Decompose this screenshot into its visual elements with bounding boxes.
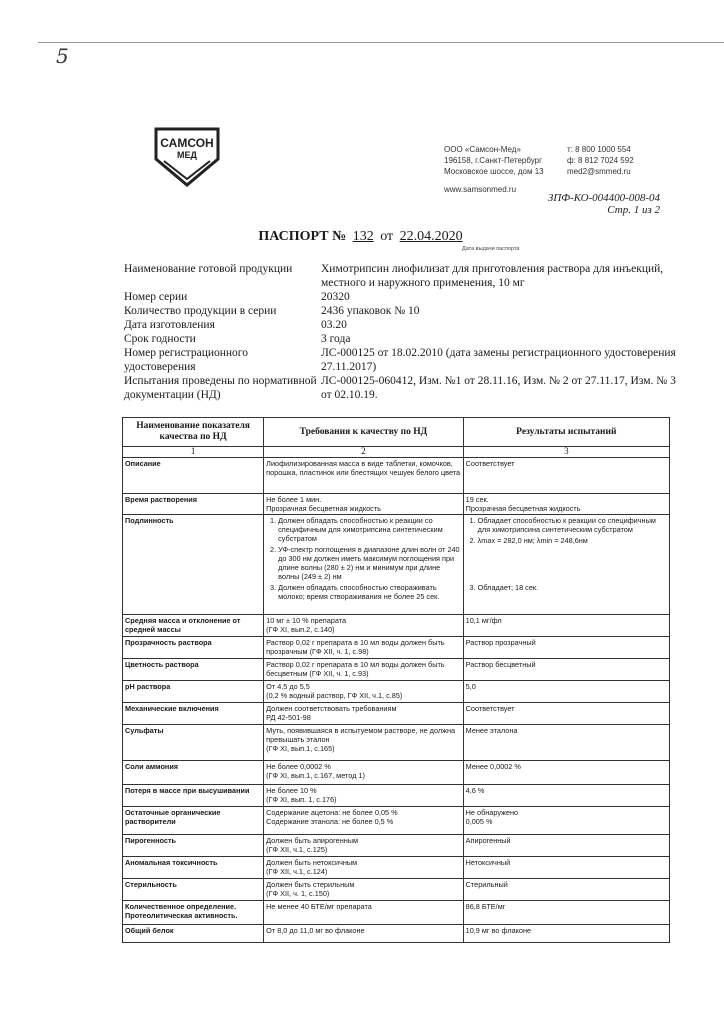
logo-text-line1: САМСОН <box>160 136 214 150</box>
indicator-name: Описание <box>123 458 264 494</box>
requirement <box>264 515 464 615</box>
table-row <box>123 857 670 879</box>
column-number-row <box>123 447 670 458</box>
info-value: 3 года <box>321 333 351 345</box>
document-code: ЗПФ-КО-004400-008-04 <box>547 192 660 204</box>
info-row <box>124 318 684 332</box>
table-row <box>123 761 670 785</box>
list-item: 2. УФ-спектр поглощения в диапазоне длин волн от 240 до 300 нм должен иметь максимум поглощения при длине волны (280 ± 2) нм и минимум при длине волны (249 ± 2) нм <box>278 545 461 581</box>
result: 10,9 мг во флаконе <box>463 925 669 943</box>
indicator-name: Аномальная токсичность <box>123 857 264 879</box>
table-row <box>123 879 670 901</box>
requirement: Должен соответствовать требованиям РД 42-501-98 <box>264 703 464 725</box>
document-reference <box>480 192 660 216</box>
list-item: 2. λmax = 282,0 нм; λmin = 248,6нм <box>478 536 667 545</box>
company-website: www.samsonmed.ru <box>444 185 517 194</box>
indicator-name: Прозрачность раствора <box>123 637 264 659</box>
indicator-name: Общий белок <box>123 925 264 943</box>
table-row <box>123 681 670 703</box>
info-label: Срок годности <box>124 333 196 345</box>
company-fax: ф: 8 812 7024 592 <box>567 156 634 165</box>
indicator-name: Сульфаты <box>123 725 264 761</box>
indicator-name: Механические включения <box>123 703 264 725</box>
column-number: 3 <box>463 447 669 458</box>
handwritten-page-number: 5 <box>56 44 69 68</box>
info-label: Наименование готовой продукции <box>124 263 293 275</box>
requirement: 10 мг ± 10 % препарата (ГФ XI, вып.2, с.140) <box>264 615 464 637</box>
info-value: 2436 упаковок № 10 <box>321 305 420 317</box>
requirement: Не более 1 мин. Прозрачная бесцветная жидкость <box>264 494 464 515</box>
table-row <box>123 637 670 659</box>
title-from: от <box>380 229 394 244</box>
info-value: Химотрипсин лиофилизат для приготовления раствора для инъекций, местного и наружного применения, 10 мг <box>321 263 664 289</box>
company-email: med2@smmed.ru <box>567 167 631 176</box>
list-item: 1. Должен обладать способностью к реакции со специфичным для химотрипсина синтетическим субстратом <box>278 516 461 543</box>
table-row <box>123 901 670 925</box>
result: Соответствует <box>463 703 669 725</box>
result: 5,0 <box>463 681 669 703</box>
header-requirements: Требования к качеству по НД <box>264 418 464 447</box>
passport-title <box>0 229 724 245</box>
table-row <box>123 785 670 807</box>
quality-table <box>122 417 670 943</box>
result: 86,8 БТЕ/мг <box>463 901 669 925</box>
info-label: Номер регистрационного удостоверения <box>124 347 248 373</box>
company-phone: т: 8 800 1000 554 <box>567 145 631 154</box>
table-row <box>123 835 670 857</box>
result: Нетоксичный <box>463 857 669 879</box>
indicator-name: Стерильность <box>123 879 264 901</box>
requirement: Муть, появившаяся в испытуемом растворе, не должна превышать эталон (ГФ XI, вып.1, с.165) <box>264 725 464 761</box>
list-item: 3. Должен обладать способностью створаживать молоко; время створаживания не более 25 сек. <box>278 583 461 601</box>
requirement: Содержание ацетона: не более 0,05 % Содержание этанола: не более 0,5 % <box>264 807 464 835</box>
column-number: 1 <box>123 447 264 458</box>
company-address-block <box>444 144 544 195</box>
table-row <box>123 703 670 725</box>
company-address-line2: Московское шоссе, дом 13 <box>444 167 544 176</box>
indicator-name: Пирогенность <box>123 835 264 857</box>
requirement: От 8,0 до 11,0 мг во флаконе <box>264 925 464 943</box>
info-row <box>124 304 684 318</box>
table-row <box>123 615 670 637</box>
indicator-name: Соли аммония <box>123 761 264 785</box>
title-prefix: ПАСПОРТ № <box>258 229 347 244</box>
indicator-name: Количественное определение. Протеолитическая активность. <box>123 901 264 925</box>
info-row <box>124 346 684 374</box>
top-divider <box>38 42 724 43</box>
table-row <box>123 659 670 681</box>
result: 19 сек. Прозрачная бесцветная жидкость <box>463 494 669 515</box>
requirement: Не более 0,0002 % (ГФ XI, вып.1, с.167, метод 1) <box>264 761 464 785</box>
company-contacts-block <box>567 144 634 177</box>
document-page: Стр. 1 из 2 <box>607 204 660 216</box>
requirement: Не более 10 % (ГФ XI, вып. 1, с.176) <box>264 785 464 807</box>
info-row <box>124 290 684 304</box>
info-value: 03.20 <box>321 319 347 331</box>
samson-med-logo <box>150 125 224 189</box>
indicator-name: pH раствора <box>123 681 264 703</box>
info-value: 20320 <box>321 291 350 303</box>
table-row <box>123 458 670 494</box>
result: Апирогенный <box>463 835 669 857</box>
result: Раствор бесцветный <box>463 659 669 681</box>
requirement: Раствор 0,02 г препарата в 10 мл воды должен быть прозрачным (ГФ XII, ч. 1, с.98) <box>264 637 464 659</box>
info-row <box>124 374 684 402</box>
indicator-name: Время растворения <box>123 494 264 515</box>
indicator-name: Средняя масса и отклонение от средней массы <box>123 615 264 637</box>
table-row <box>123 725 670 761</box>
table-row <box>123 925 670 943</box>
identity-requirements-list <box>266 516 461 601</box>
table-row <box>123 494 670 515</box>
column-number: 2 <box>264 447 464 458</box>
info-label: Количество продукции в серии <box>124 305 277 317</box>
logo-text-line2: МЕД <box>177 150 197 160</box>
company-address-line1: 196158, г.Санкт-Петербург <box>444 156 543 165</box>
info-value: ЛС-000125 от 18.02.2010 (дата замены регистрационного удостоверения 27.11.2017) <box>321 347 676 373</box>
info-value: ЛС-000125-060412, Изм. №1 от 28.11.16, Изм. № 2 от 27.11.17, Изм. № 3 от 02.10.19. <box>321 375 676 401</box>
table-header-row <box>123 418 670 447</box>
requirement: Должен быть апирогенным (ГФ XII, ч.1, с.125) <box>264 835 464 857</box>
passport-number: 132 <box>352 229 374 244</box>
result: Раствор прозрачный <box>463 637 669 659</box>
product-info <box>124 262 684 402</box>
info-row <box>124 262 684 290</box>
requirement: От 4,5 до 5,5 (0,2 % водный раствор, ГФ XII, ч.1, с.85) <box>264 681 464 703</box>
requirement: Не менее 40 БТЕ/мг препарата <box>264 901 464 925</box>
company-name: ООО «Самсон-Мед» <box>444 145 521 154</box>
indicator-name: Подлинность <box>123 515 264 615</box>
result <box>463 515 669 615</box>
result: Не обнаружено 0,005 % <box>463 807 669 835</box>
requirement: Раствор 0,02 г препарата в 10 мл воды должен быть бесцветным (ГФ XII, ч. 1, с.93) <box>264 659 464 681</box>
table-row-identity <box>123 515 670 615</box>
info-label: Номер серии <box>124 291 188 303</box>
info-label: Испытания проведены по нормативной документации (НД) <box>124 375 317 401</box>
requirement: Должен быть нетоксичным (ГФ XII, ч.1, с.124) <box>264 857 464 879</box>
info-label: Дата изготовления <box>124 319 215 331</box>
requirement: Лиофилизированная масса в виде таблетки, комочков, порошка, пластинок или блестящих чешуек белого цвета <box>264 458 464 494</box>
indicator-name: Цветность раствора <box>123 659 264 681</box>
header-indicator: Наименование показателя качества по НД <box>123 418 264 447</box>
result: 10,1 мг/фл <box>463 615 669 637</box>
result: 4,6 % <box>463 785 669 807</box>
result: Соответствует <box>463 458 669 494</box>
date-caption: Дата выдачи паспорта <box>462 246 520 252</box>
indicator-name: Потеря в массе при высушивании <box>123 785 264 807</box>
result: Менее 0,0002 % <box>463 761 669 785</box>
result: Стерильный <box>463 879 669 901</box>
info-row <box>124 332 684 346</box>
list-item: 1. Обладает способностью к реакции со специфичным для химотрипсина синтетическим субстратом <box>478 516 667 534</box>
identity-results-list <box>466 516 667 592</box>
requirement: Должен быть стерильным (ГФ XII, ч. 1, с.150) <box>264 879 464 901</box>
header-results: Результаты испытаний <box>463 418 669 447</box>
result: Менее эталона <box>463 725 669 761</box>
passport-date: 22.04.2020 <box>399 229 463 244</box>
list-item: 3. Обладает; 18 сек. <box>478 583 667 592</box>
indicator-name: Остаточные органические растворители <box>123 807 264 835</box>
table-row <box>123 807 670 835</box>
